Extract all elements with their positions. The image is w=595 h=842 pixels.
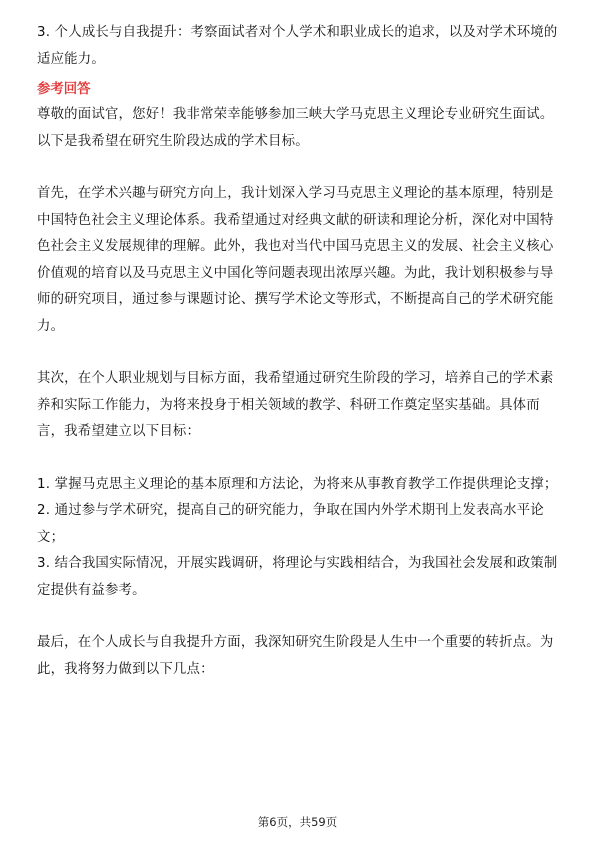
spacer [37, 446, 559, 472]
document-body [37, 20, 559, 683]
paragraph-first: 首先，在学术兴趣与研究方向上，我计划深入学习马克思主义理论的基本原理，特别是中国特色社会主义理论体系。我希望通过对经典文献的研读和理论分析，深化对中国特色社会主义发展规律的理解。此外，我也对当代中国马克思主义的发展、社会主义核心价值观的培育以及马克思主义中国化等问题表现出浓厚兴趣。为此，我计划积极参与导师的研究项目，通过参与课题讨论、撰写学术论文等形式，不断提高自己的学术研究能力。 [37, 186, 554, 334]
list-item-goal-1: 1. 掌握马克思主义理论的基本原理和方法论，为将来从事教育教学工作提供理论支撑； [37, 476, 558, 492]
paragraph-greeting: 尊敬的面试官，您好！我非常荣幸能够参加三峡大学马克思主义理论专业研究生面试。以下是我希望在研究生阶段达成的学术目标。 [37, 107, 554, 149]
spacer [37, 604, 559, 630]
spacer [37, 155, 559, 181]
paragraph-section-3: 3. 个人成长与自我提升：考察面试者对个人学术和职业成长的追求，以及对学术环境的适应能力。 [37, 25, 558, 67]
spacer [37, 340, 559, 366]
list-item-goal-3: 3. 结合我国实际情况，开展实践调研，将理论与实践相结合，为我国社会发展和政策制定提供有益参考。 [37, 556, 558, 598]
paragraph-second: 其次，在个人职业规划与目标方面，我希望通过研究生阶段的学习，培养自己的学术素养和实际工作能力，为将来投身于相关领域的教学、科研工作奠定坚实基础。具体而言，我希望建立以下目标： [37, 371, 554, 439]
answer-heading: 参考回答 [37, 82, 91, 97]
list-item-goal-2: 2. 通过参与学术研究，提高自己的研究能力，争取在国内外学术期刊上发表高水平论文； [37, 503, 544, 545]
page-number: 第6页，共59页 [257, 815, 338, 829]
paragraph-last: 最后，在个人成长与自我提升方面，我深知研究生阶段是人生中一个重要的转折点。为此，我将努力做到以下几点： [37, 635, 554, 677]
